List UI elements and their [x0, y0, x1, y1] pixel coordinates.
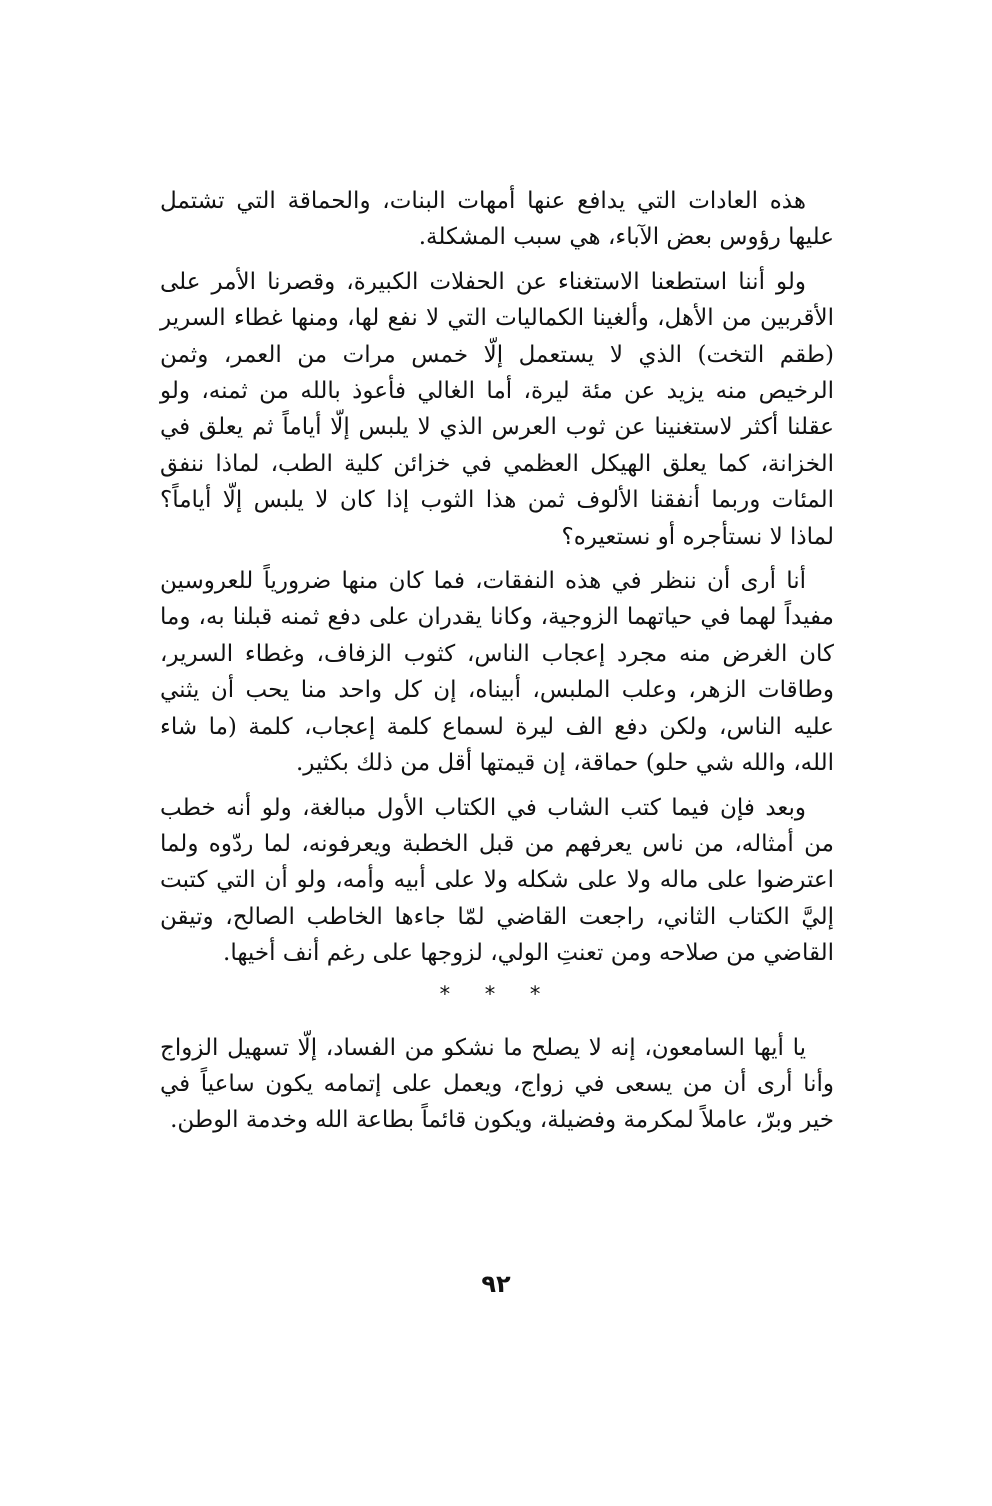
- body-text: [160, 183, 834, 1139]
- closing-paragraph: يا أيها السامعون، إنه لا يصلح ما نشكو من الفساد، إلّا تسهيل الزواج وأنا أرى أن من يسعى في زواج، ويعمل على إتمامه يكون ساعياً في خير وبرّ، عاملاً لمكرمة وفضيلة، ويكون قائماً بطاعة الله وخدمة الوطن.: [160, 1034, 834, 1134]
- paragraph-1: هذه العادات التي يدافع عنها أمهات البنات، والحماقة التي تشتمل عليها رؤوس بعض الآباء، هي سبب المشكلة.: [160, 188, 834, 251]
- page-number: ٩٢: [481, 1270, 511, 1298]
- paragraph-2: ولو أننا استطعنا الاستغناء عن الحفلات الكبيرة، وقصرنا الأمر على الأقربين من الأهل، وألغينا الكماليات التي لا نفع لها، ومنها غطاء السرير (طقم التخت) الذي لا يستعمل إلّا خمس مرات من العمر، وثمن الرخيص منه يزيد عن مئة ليرة، أما الغالي فأعوذ بالله من ثمنه، ولو عقلنا أكثر لاستغنينا عن ثوب العرس الذي لا يلبس إلّا أياماً ثم يعلق في الخزانة، كما يعلق الهيكل العظمي في خزائن كلية الطب، لماذا ننفق المئات وربما أنفقنا الألوف ثمن هذا الثوب إذا كان لا يلبس إلّا أياماً؟ لماذا لا نستأجره أو نستعيره؟: [160, 268, 834, 550]
- paragraph-4: وبعد فإن فيما كتب الشاب في الكتاب الأول مبالغة، ولو أنه خطب من أمثاله، من ناس يعرفهم من قبل الخطبة ويعرفونه، لما ردّوه ولما اعترضوا على ماله ولا على شكله ولا على أبيه وأمه، ولو أن التي كتبت إليَّ الكتاب الثاني، راجعت القاضي لمّا جاءها الخاطب الصالح، وتيقن القاضي من صلاحه ومن تعنتِ الولي، لزوجها على رغم أنف أخيها.: [160, 794, 834, 967]
- paragraph-3: أنا أرى أن ننظر في هذه النفقات، فما كان منها ضرورياً للعروسين مفيداً لهما في حياتهما الزوجية، وكانا يقدران على دفع ثمنه قبلنا به، وما كان الغرض منه مجرد إعجاب الناس، كثوب الزفاف، وغطاء السرير، وطاقات الزهر، وعلب الملبس، أبيناه، إن كل واحد منا يحب أن يثني عليه الناس، ولكن دفع الف ليرة لسماع كلمة إعجاب، كلمة (ما شاء الله، والله شي حلو) حماقة، إن قيمتها أقل من ذلك بكثير.: [160, 568, 834, 777]
- section-separator: * * *: [439, 981, 555, 1006]
